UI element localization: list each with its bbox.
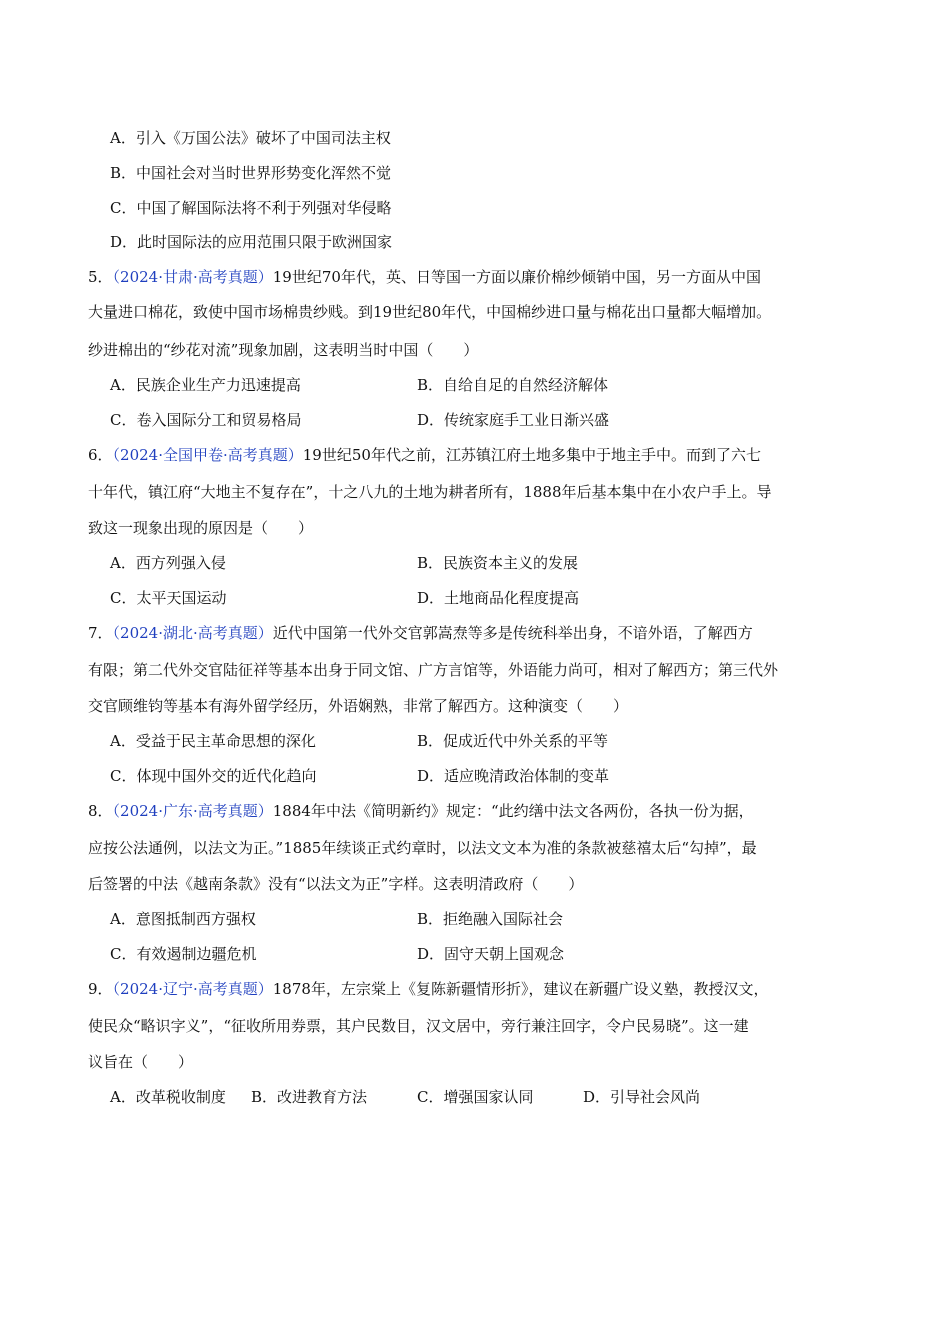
q5-option-c: C．卷入国际分工和贸易格局	[110, 411, 302, 429]
question-number: 7．	[88, 624, 113, 642]
q8-option-b: B．拒绝融入国际社会	[417, 910, 564, 928]
q8-option-d: D．固守天朝上国观念	[417, 945, 565, 963]
q6-option-c: C．太平天国运动	[110, 589, 227, 607]
question-number: 8．	[88, 802, 113, 820]
question-5-line-3: 纱进棉出的“纱花对流”现象加剧，这表明当时中国（ ）	[88, 341, 479, 359]
q7-option-d: D．适应晚清政治体制的变革	[417, 767, 610, 785]
question-5-line-2: 大量进口棉花，致使中国市场棉贵纱贱。到19世纪80年代，中国棉纱进口量与棉花出口量都大幅增加。	[88, 303, 772, 321]
q7-option-c: C．体现中国外交的近代化趋向	[110, 767, 317, 785]
question-8-line-2: 应按公法通例，以法文为正。”1885年续谈正式约章时，以法文文本为准的条款被慈禧太后“勾掉”，最	[88, 839, 757, 857]
q6-option-a: A．西方列强入侵	[110, 554, 226, 572]
question-text: 近代中国第一代外交官郭嵩焘等多是传统科举出身，不谙外语，了解西方	[272, 624, 753, 642]
question-number: 5．	[88, 268, 113, 286]
question-9-line-2: 使民众“略识字义”，“征收所用券票，其户民数目，汉文居中，旁行兼注回字，令户民易晓”。这一建	[88, 1017, 749, 1035]
q7-option-b: B．促成近代中外关系的平等	[417, 732, 609, 750]
question-9-line-3: 议旨在（ ）	[88, 1053, 194, 1071]
question-text: 1884年中法《简明新约》规定：“此约缮中法文各两份，各执一份为据，	[272, 802, 754, 820]
q9-option-a: A．改革税收制度	[110, 1088, 226, 1106]
question-source: （2024·辽宁·高考真题）	[112, 980, 273, 998]
question-8-line-1	[88, 801, 754, 821]
q6-option-d: D．土地商品化程度提高	[417, 589, 580, 607]
question-number: 9．	[88, 980, 113, 998]
question-source: （2024·全国甲卷·高考真题）	[112, 446, 303, 464]
prev-option-b: B．中国社会对当时世界形势变化浑然不觉	[110, 164, 392, 182]
question-6-line-2: 十年代，镇江府“大地主不复存在”，十之八九的土地为耕者所有，1888年后基本集中在小农户手上。导	[88, 483, 772, 501]
q9-option-d: D．引导社会风尚	[583, 1088, 701, 1106]
question-text: 1878年，左宗棠上《复陈新疆情形折》，建议在新疆广设义塾，教授汉文，	[272, 980, 769, 998]
question-7-line-3: 交官顾维钧等基本有海外留学经历，外语娴熟，非常了解西方。这种演变（ ）	[88, 697, 629, 715]
question-8-line-3: 后签署的中法《越南条款》没有“以法文为正”字样。这表明清政府（ ）	[88, 875, 584, 893]
q8-option-c: C．有效遏制边疆危机	[110, 945, 257, 963]
question-text: 19世纪70年代，英、日等国一方面以廉价棉纱倾销中国，另一方面从中国	[272, 268, 761, 286]
question-6-line-1	[88, 445, 761, 465]
q9-option-c: C．增强国家认同	[417, 1088, 534, 1106]
q8-option-a: A．意图抵制西方强权	[110, 910, 256, 928]
question-text: 19世纪50年代之前，江苏镇江府土地多集中于地主手中。而到了六七	[302, 446, 761, 464]
question-number: 6．	[88, 446, 113, 464]
q5-option-b: B．自给自足的自然经济解体	[417, 376, 609, 394]
question-source: （2024·湖北·高考真题）	[112, 624, 273, 642]
prev-option-d: D．此时国际法的应用范围只限于欧洲国家	[110, 233, 393, 251]
q9-option-b: B．改进教育方法	[251, 1088, 368, 1106]
q5-option-d: D．传统家庭手工业日渐兴盛	[417, 411, 610, 429]
question-source: （2024·甘肃·高考真题）	[112, 268, 273, 286]
question-7-line-1	[88, 623, 753, 643]
question-9-line-1	[88, 979, 768, 999]
question-5-line-1	[88, 267, 761, 287]
prev-option-a: A．引入《万国公法》破坏了中国司法主权	[110, 129, 391, 147]
prev-option-c: C．中国了解国际法将不利于列强对华侵略	[110, 199, 392, 217]
question-7-line-2: 有限；第二代外交官陆征祥等基本出身于同文馆、广方言馆等，外语能力尚可，相对了解西方；第三代外	[88, 661, 779, 679]
q5-option-a: A．民族企业生产力迅速提高	[110, 376, 301, 394]
q6-option-b: B．民族资本主义的发展	[417, 554, 579, 572]
q7-option-a: A．受益于民主革命思想的深化	[110, 732, 316, 750]
question-source: （2024·广东·高考真题）	[112, 802, 273, 820]
question-6-line-3: 致这一现象出现的原因是（ ）	[88, 519, 314, 537]
